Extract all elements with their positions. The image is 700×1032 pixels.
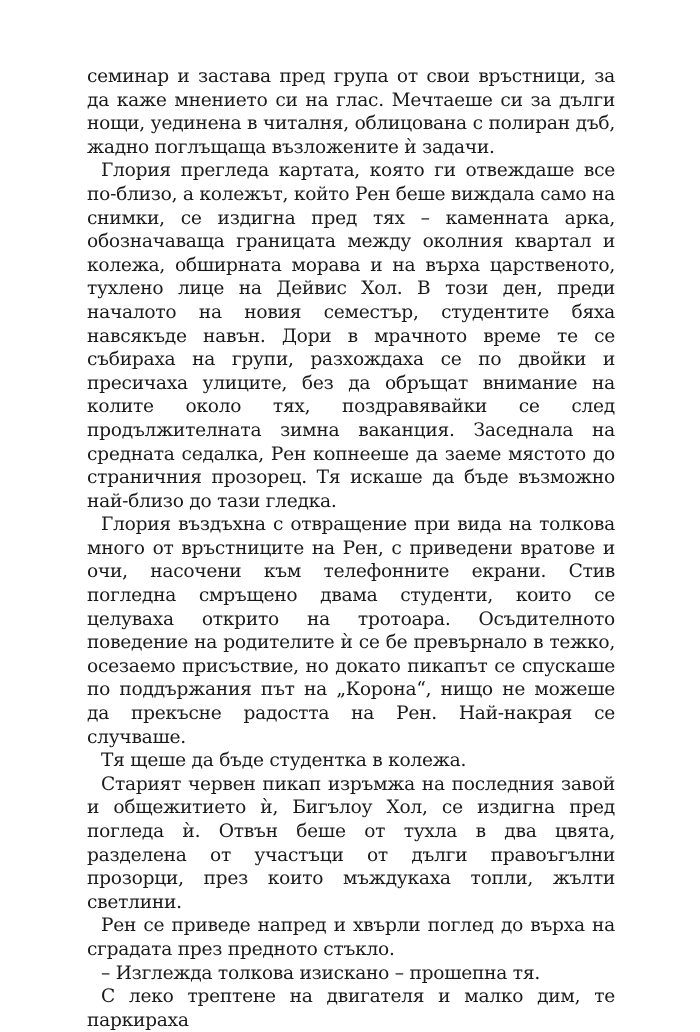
- paragraph-2: Глория прегледа картата, която ги отвеждаше все по-близо, а колежът, който Рен беше виждала само на снимки, се издигна пред тях – каменната арка, обозначаваща границата между околния квартал и колежа, обширната морава и на върха царственото, тухлено лице на Дейвис Хол. В този ден, преди началото на новия семестър, студентите бяха навсякъде навън. Дори в мрачното време те се събираха на групи, разхождаха се по двойки и пресичаха улиците, без да обръщат внимание на колите около тях, поздравявайки се след продължителната зимна ваканция. Заседнала на средната седалка, Рен копнееше да заеме мястото до страничния прозорец. Тя искаше да бъде възможно най-близо до тази гледка.: [87, 160, 616, 512]
- paragraph-5: Старият червен пикап изръмжа на последния завой и общежитието ѝ, Бигълоу Хол, се издигна пред погледа ѝ. Отвън беше от тухла в два цвята, разделена от участъци от дълги правоъгълни прозорци, през които мъждукаха топли, жълти светлини.: [87, 773, 615, 913]
- paragraph-4: Тя щеше да бъде студентка в колежа.: [101, 750, 467, 772]
- paragraph-1: семинар и застава пред група от свои връстници, за да каже мнението си на глас. Мечтаеше си за дълги нощи, уединена в читалня, облицована с полиран дъб, жадно поглъщаща възложените ѝ задачи.: [87, 66, 615, 158]
- paragraph-3: Глория въздъхна с отвращение при вида на толкова много от връстниците на Рен, с приведени вратове и очи, насочени към телефонните екрани. Стив погледна смръщено двама студенти, които се целуваха открито на тротоара. Осъдителното поведение на родителите ѝ се бе превърнало в тежко, осезаемо присъствие, но докато пикапът се спускаше по поддържания път на „Корона“, нищо не можеше да прекъсне радостта на Рен. Най-накрая се случваше.: [87, 514, 615, 748]
- body-text: [87, 65, 615, 1032]
- paragraph-7: – Изглежда толкова изискано – прошепна тя.: [101, 962, 540, 984]
- paragraph-6: Рен се приведе напред и хвърли поглед до върха на сградата през предното стъкло.: [87, 915, 615, 960]
- paragraph-8: С леко трептене на двигателя и малко дим, те паркираха: [87, 986, 615, 1031]
